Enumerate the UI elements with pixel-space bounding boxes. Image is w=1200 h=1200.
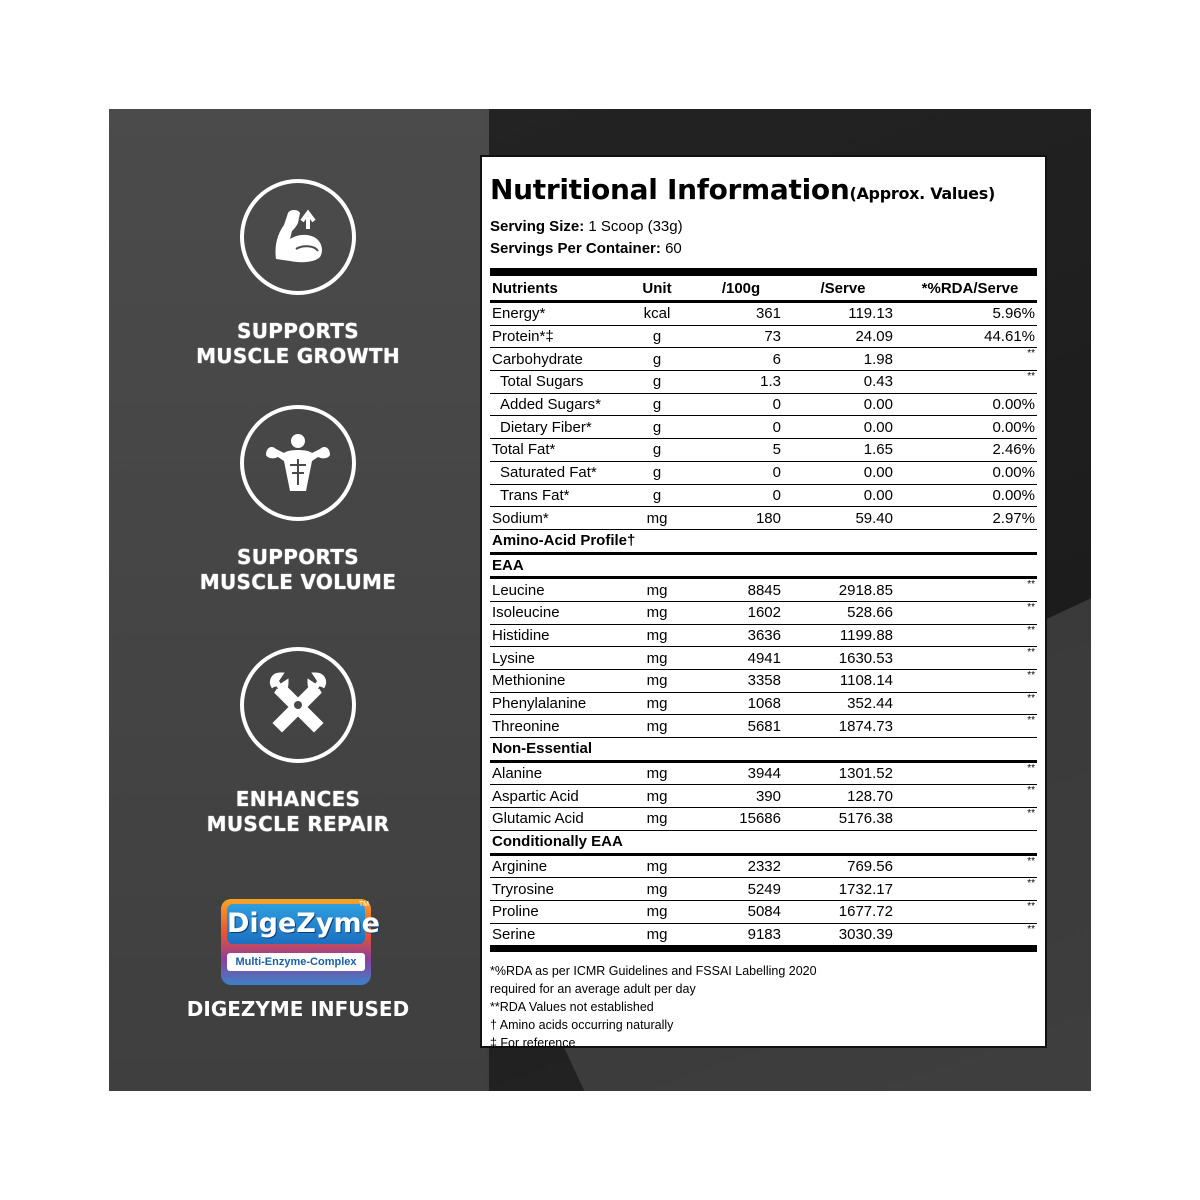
cell-unit: mg: [615, 578, 699, 602]
table-body: [490, 302, 1037, 946]
cell-rda: 0.00%: [903, 461, 1037, 484]
serving-info: [490, 216, 1037, 260]
cell-serve: 1.98: [791, 348, 903, 371]
cell-serve: 0.43: [791, 371, 903, 394]
digezyme-logo: [221, 899, 380, 985]
cell-name: Isoleucine: [490, 601, 615, 624]
cell-name: Arginine: [490, 854, 615, 878]
cell-per100: 5084: [699, 900, 791, 923]
feature-line1: ENHANCES: [235, 787, 361, 811]
cell-name: Dietary Fiber*: [490, 416, 615, 439]
cell-name: Trans Fat*: [490, 484, 615, 507]
cell-name: Saturated Fat*: [490, 461, 615, 484]
wrench-cross-icon: [240, 647, 356, 763]
cell-per100: 0: [699, 393, 791, 416]
cell-serve: 5176.38: [791, 808, 903, 831]
table-row: [490, 461, 1037, 484]
cell-rda: **: [903, 923, 1037, 946]
cell-serve: 128.70: [791, 785, 903, 808]
table-row: [490, 715, 1037, 738]
cell-unit: mg: [615, 878, 699, 901]
table-row: [490, 692, 1037, 715]
cell-per100: 390: [699, 785, 791, 808]
digezyme-label: DIGEZYME INFUSED: [186, 997, 410, 1021]
cell-unit: mg: [615, 601, 699, 624]
cell-serve: 0.00: [791, 484, 903, 507]
cell-serve: 2918.85: [791, 578, 903, 602]
table-row: [490, 578, 1037, 602]
cell-per100: 1.3: [699, 371, 791, 394]
cell-serve: 1.65: [791, 439, 903, 462]
cell-rda: **: [903, 371, 1037, 394]
header-serve: /Serve: [791, 276, 903, 302]
cell-unit: g: [615, 416, 699, 439]
cell-name: Total Fat*: [490, 439, 615, 462]
cell-per100: 180: [699, 507, 791, 530]
cell-rda: 5.96%: [903, 302, 1037, 326]
section-title: Non-Essential: [490, 738, 1037, 762]
cell-per100: 6: [699, 348, 791, 371]
cell-rda: **: [903, 601, 1037, 624]
cell-serve: 59.40: [791, 507, 903, 530]
cell-unit: g: [615, 325, 699, 348]
footnote: *%RDA as per ICMR Guidelines and FSSAI Labelling 2020: [490, 964, 817, 979]
cell-serve: 1199.88: [791, 624, 903, 647]
cell-rda: **: [903, 578, 1037, 602]
table-row: [490, 601, 1037, 624]
cell-name: Protein*‡: [490, 325, 615, 348]
cell-unit: mg: [615, 507, 699, 530]
table-row: [490, 647, 1037, 670]
cell-unit: mg: [615, 647, 699, 670]
table-row: [490, 670, 1037, 693]
cell-name: Histidine: [490, 624, 615, 647]
table-row: [490, 761, 1037, 785]
table-row: [490, 854, 1037, 878]
table-row: [490, 371, 1037, 394]
table-row: [490, 923, 1037, 946]
serving-size-row: [490, 216, 1037, 238]
cell-serve: 0.00: [791, 393, 903, 416]
cell-per100: 3358: [699, 670, 791, 693]
cell-per100: 5681: [699, 715, 791, 738]
servings-label: Servings Per Container:: [490, 240, 661, 257]
table-row: [490, 439, 1037, 462]
cell-rda: 2.46%: [903, 439, 1037, 462]
servings-row: [490, 238, 1037, 260]
title-main: Nutritional Information: [490, 173, 850, 206]
cell-unit: mg: [615, 624, 699, 647]
cell-per100: 361: [699, 302, 791, 326]
section-title: Amino-Acid Profile†: [490, 529, 1037, 553]
cell-name: Total Sugars: [490, 371, 615, 394]
cell-per100: 9183: [699, 923, 791, 946]
cell-per100: 2332: [699, 854, 791, 878]
cell-name: Leucine: [490, 578, 615, 602]
cell-unit: g: [615, 484, 699, 507]
cell-name: Phenylalanine: [490, 692, 615, 715]
cell-unit: mg: [615, 761, 699, 785]
feature-muscle-volume: [109, 405, 487, 595]
table-row: [490, 785, 1037, 808]
cell-rda: **: [903, 900, 1037, 923]
section-row: [490, 553, 1037, 578]
cell-unit: mg: [615, 692, 699, 715]
table-row: [490, 393, 1037, 416]
cell-name: Glutamic Acid: [490, 808, 615, 831]
table-row: [490, 507, 1037, 530]
cell-serve: 1630.53: [791, 647, 903, 670]
cell-name: Energy*: [490, 302, 615, 326]
cell-serve: 769.56: [791, 854, 903, 878]
cell-per100: 3944: [699, 761, 791, 785]
title-suffix: (Approx. Values): [849, 184, 995, 203]
cell-serve: 0.00: [791, 461, 903, 484]
cell-name: Serine: [490, 923, 615, 946]
cell-name: Methionine: [490, 670, 615, 693]
thick-divider: [490, 268, 1037, 276]
cell-serve: 528.66: [791, 601, 903, 624]
cell-per100: 0: [699, 484, 791, 507]
table-row: [490, 484, 1037, 507]
trademark: TM: [358, 901, 369, 908]
cell-serve: 3030.39: [791, 923, 903, 946]
cell-rda: **: [903, 854, 1037, 878]
cell-per100: 15686: [699, 808, 791, 831]
header-nutrients: Nutrients: [490, 276, 615, 302]
cell-serve: 0.00: [791, 416, 903, 439]
cell-rda: 0.00%: [903, 484, 1037, 507]
cell-name: Aspartic Acid: [490, 785, 615, 808]
feature-line2: MUSCLE GROWTH: [196, 344, 400, 368]
cell-name: Tryrosine: [490, 878, 615, 901]
feature-muscle-repair: [109, 647, 487, 837]
cell-per100: 73: [699, 325, 791, 348]
cell-rda: **: [903, 348, 1037, 371]
table-row: [490, 416, 1037, 439]
header-per100: /100g: [699, 276, 791, 302]
feature-line1: SUPPORTS: [237, 545, 359, 569]
nutrition-label: [480, 155, 1047, 1051]
section-title: EAA: [490, 553, 1037, 578]
cell-per100: 5249: [699, 878, 791, 901]
footnote: † Amino acids occurring naturally: [490, 1018, 674, 1033]
cell-serve: 1677.72: [791, 900, 903, 923]
cell-per100: 4941: [699, 647, 791, 670]
cell-unit: mg: [615, 900, 699, 923]
cell-rda: **: [903, 808, 1037, 831]
cell-per100: 1068: [699, 692, 791, 715]
cell-rda: **: [903, 878, 1037, 901]
serving-size-value: 1 Scoop (33g): [588, 218, 683, 235]
cell-serve: 24.09: [791, 325, 903, 348]
cell-rda: 0.00%: [903, 393, 1037, 416]
cell-name: Sodium*: [490, 507, 615, 530]
footnote: required for an average adult per day: [490, 982, 696, 997]
header-rda: *%RDA/Serve: [903, 276, 1037, 302]
cell-per100: 8845: [699, 578, 791, 602]
table-row: [490, 325, 1037, 348]
cell-name: Added Sugars*: [490, 393, 615, 416]
cell-per100: 5: [699, 439, 791, 462]
digezyme-wordmark: DigeZyme: [227, 904, 365, 944]
cell-unit: mg: [615, 808, 699, 831]
footnote: **RDA Values not established: [490, 1000, 654, 1015]
thick-divider-bottom: [490, 946, 1037, 952]
cell-serve: 119.13: [791, 302, 903, 326]
cell-serve: 1301.52: [791, 761, 903, 785]
cell-name: Threonine: [490, 715, 615, 738]
cell-name: Proline: [490, 900, 615, 923]
table-row: [490, 878, 1037, 901]
nutrition-table: [490, 276, 1037, 946]
cell-name: Carbohydrate: [490, 348, 615, 371]
muscular-torso-icon: [240, 405, 356, 521]
flexed-arm-up-icon: [240, 179, 356, 295]
section-row: [490, 529, 1037, 553]
cell-rda: **: [903, 761, 1037, 785]
cell-rda: 0.00%: [903, 416, 1037, 439]
cell-serve: 1108.14: [791, 670, 903, 693]
cell-per100: 3636: [699, 624, 791, 647]
cell-rda: **: [903, 647, 1037, 670]
header-unit: Unit: [615, 276, 699, 302]
footnotes: [490, 962, 1037, 1052]
section-row: [490, 830, 1037, 854]
cell-serve: 1732.17: [791, 878, 903, 901]
cell-rda: **: [903, 670, 1037, 693]
digezyme-tagline: Multi-Enzyme-Complex: [227, 953, 365, 971]
cell-unit: mg: [615, 923, 699, 946]
cell-rda: **: [903, 692, 1037, 715]
cell-unit: kcal: [615, 302, 699, 326]
cell-unit: g: [615, 371, 699, 394]
footnote: ‡ For reference: [490, 1036, 576, 1051]
cell-serve: 352.44: [791, 692, 903, 715]
table-header: [490, 276, 1037, 302]
table-row: [490, 808, 1037, 831]
cell-per100: 0: [699, 416, 791, 439]
cell-unit: g: [615, 393, 699, 416]
feature-line1: SUPPORTS: [237, 319, 359, 343]
cell-rda: 44.61%: [903, 325, 1037, 348]
feature-line2: MUSCLE VOLUME: [199, 570, 397, 594]
cell-per100: 0: [699, 461, 791, 484]
table-row: [490, 302, 1037, 326]
feature-line2: MUSCLE REPAIR: [206, 812, 390, 836]
table-row: [490, 900, 1037, 923]
label-title: [490, 173, 1037, 206]
cell-unit: g: [615, 461, 699, 484]
cell-unit: mg: [615, 715, 699, 738]
cell-name: Lysine: [490, 647, 615, 670]
cell-rda: 2.97%: [903, 507, 1037, 530]
cell-unit: mg: [615, 785, 699, 808]
section-row: [490, 738, 1037, 762]
table-row: [490, 348, 1037, 371]
cell-unit: mg: [615, 854, 699, 878]
cell-rda: **: [903, 785, 1037, 808]
section-title: Conditionally EAA: [490, 830, 1037, 854]
cell-rda: **: [903, 715, 1037, 738]
cell-unit: g: [615, 348, 699, 371]
serving-size-label: Serving Size:: [490, 218, 585, 235]
cell-serve: 1874.73: [791, 715, 903, 738]
digezyme-badge: [221, 899, 380, 985]
table-row: [490, 624, 1037, 647]
cell-rda: **: [903, 624, 1037, 647]
servings-value: 60: [665, 240, 682, 257]
cell-name: Alanine: [490, 761, 615, 785]
cell-unit: g: [615, 439, 699, 462]
feature-muscle-growth: [109, 179, 487, 369]
cell-unit: mg: [615, 670, 699, 693]
cell-per100: 1602: [699, 601, 791, 624]
